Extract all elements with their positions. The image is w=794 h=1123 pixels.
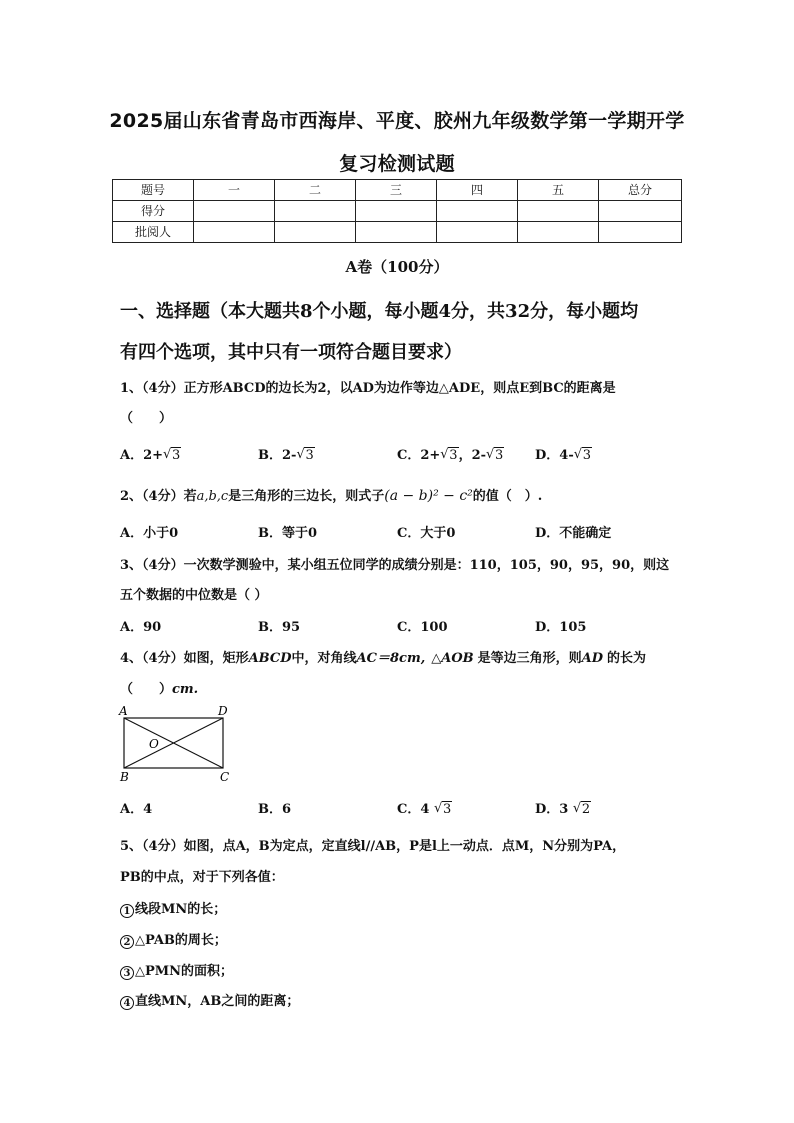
q2-option-b: B．等于0 [258, 526, 318, 541]
option-label: C．4 [397, 802, 430, 817]
score-table-column-header: 一 [194, 180, 275, 201]
sqrt-symbol: √ 3 [486, 447, 504, 463]
q5-item-text: △PMN的面积； [135, 964, 234, 979]
sqrt-symbol: √ 3 [433, 801, 452, 817]
q4-text: 是等边三角形，则 [477, 651, 582, 666]
option-label: A．2+ [120, 448, 164, 463]
q3-option-c: C．100 [397, 620, 448, 635]
q4-math: AD [581, 651, 604, 666]
grader-cell [437, 222, 518, 243]
q4-math: AOB [441, 651, 474, 666]
option-separator: ，2- [458, 448, 487, 463]
option-label: C．2+ [397, 448, 441, 463]
q5-item-3 [120, 960, 233, 980]
q1-option-a [120, 444, 181, 463]
radicand: 3 [449, 448, 458, 463]
q4-stem-line2 [120, 678, 198, 697]
grader-cell [518, 222, 599, 243]
radicand: 3 [582, 448, 591, 463]
radicand: 3 [442, 802, 452, 817]
q2-option-c: C．大于0 [397, 526, 456, 541]
score-table-column-header: 三 [356, 180, 437, 201]
score-table-row-header: 题号 [113, 180, 194, 201]
sqrt-symbol: √ 2 [572, 801, 591, 817]
q3-option-a: A．90 [120, 620, 162, 635]
score-table-row [113, 222, 682, 243]
grader-cell [275, 222, 356, 243]
option-label: D．4- [535, 448, 574, 463]
radicand: 2 [581, 802, 591, 817]
q1-stem-line2: （ ） [120, 411, 173, 426]
q4-math: ABCD [248, 651, 292, 666]
q4-text: 中，对角线 [291, 651, 357, 666]
vertex-label-d: D [218, 704, 228, 718]
score-cell [599, 201, 682, 222]
q5-item-text: △PAB的周长； [135, 933, 227, 948]
vertex-label-a: A [119, 704, 128, 718]
q4-text: 的长为 [607, 651, 647, 666]
q4-option-a: A．4 [120, 802, 153, 817]
volume-heading: A卷（100分） [345, 258, 449, 276]
score-cell [356, 201, 437, 222]
score-table-row-header: 得分 [113, 201, 194, 222]
sqrt-symbol: √ 3 [573, 447, 591, 463]
score-table-column-header: 四 [437, 180, 518, 201]
q5-item-2 [120, 929, 227, 949]
q4-math: AC＝8cm, [356, 651, 426, 666]
q4-option-b: B．6 [258, 802, 292, 817]
q1-option-c [397, 444, 504, 463]
q4-text: 4、（4分）如图，矩形 [120, 651, 249, 666]
q1-stem-line1: 1、（4分）正方形ABCD的边长为2，以AD为边作等边△ADE，则点E到BC的距离是 [120, 381, 616, 396]
q4-option-c [397, 798, 452, 817]
q5-item-text: 线段MN的长； [135, 902, 227, 917]
q2-option-a: A．小于0 [120, 526, 179, 541]
sqrt-symbol: √ 3 [163, 447, 181, 463]
radicand: 3 [172, 448, 181, 463]
score-cell [437, 201, 518, 222]
q2-stem [120, 485, 542, 504]
section-heading-line1: 一、选择题（本大题共8个小题，每小题4分，共32分，每小题均 [120, 301, 639, 322]
option-label: D．3 [535, 802, 569, 817]
triangle-symbol: △ [431, 651, 442, 666]
q1-option-b [258, 444, 315, 463]
circled-number-icon: 1 [120, 904, 134, 918]
q3-option-d: D．105 [535, 620, 587, 635]
score-table [112, 179, 682, 243]
sqrt-symbol: √ 3 [440, 447, 458, 463]
exam-title-line1: 2025届山东省青岛市西海岸、平度、胶州九年级数学第一学期开学 [109, 110, 685, 132]
score-table-column-header: 五 [518, 180, 599, 201]
q2-middle-text: 是三角形的三边长，则式子 [228, 489, 385, 504]
sqrt-symbol: √ 3 [296, 447, 314, 463]
grader-cell [599, 222, 682, 243]
q4-text: （ ） [120, 682, 173, 697]
section-heading-line2: 有四个选项，其中只有一项符合题目要求） [120, 342, 462, 363]
circled-number-icon: 2 [120, 935, 134, 949]
grader-cell [194, 222, 275, 243]
exam-title-line2: 复习检测试题 [339, 153, 455, 175]
score-cell [275, 201, 356, 222]
score-table-row-header: 批阅人 [113, 222, 194, 243]
rectangle-figure [118, 704, 238, 786]
radicand: 3 [305, 448, 314, 463]
circled-number-icon: 4 [120, 996, 134, 1010]
q2-option-d: D．不能确定 [535, 526, 612, 541]
q2-variables: a,b,c [196, 489, 229, 504]
vertex-label-b: B [120, 770, 129, 784]
q5-stem-line2: PB的中点，对于下列各值： [120, 870, 284, 885]
q4-stem-line1 [120, 647, 646, 666]
center-label-o: O [149, 737, 159, 751]
q1-option-d [535, 444, 592, 463]
q2-expression: (a − b)² − c² [384, 488, 473, 504]
q5-stem-line1: 5、（4分）如图，点A，B为定点，定直线l//AB，P是l上一动点．点M，N分别为PA， [120, 839, 626, 854]
score-cell [194, 201, 275, 222]
q5-item-4 [120, 990, 299, 1010]
radicand: 3 [495, 448, 504, 463]
score-cell [518, 201, 599, 222]
option-label: B．2- [258, 448, 297, 463]
q2-prefix: 2、（4分）若 [120, 489, 197, 504]
q4-unit: cm. [172, 682, 199, 697]
score-table-column-header: 总分 [599, 180, 682, 201]
score-table-row [113, 201, 682, 222]
vertex-label-c: C [220, 770, 230, 784]
grader-cell [356, 222, 437, 243]
circled-number-icon: 3 [120, 966, 134, 980]
q3-option-b: B．95 [258, 620, 301, 635]
q3-stem-line1: 3、（4分）一次数学测验中，某小组五位同学的成绩分别是：110，105，90，95，90，则这 [120, 558, 670, 573]
score-table-column-header: 二 [275, 180, 356, 201]
q5-item-text: 直线MN，AB之间的距离； [135, 994, 300, 1009]
q4-option-d [535, 798, 591, 817]
q2-suffix: 的值（ ）. [472, 489, 543, 504]
q3-stem-line2: 五个数据的中位数是（ ） [120, 588, 268, 603]
score-table-header-row [113, 180, 682, 201]
q5-item-1 [120, 898, 226, 918]
